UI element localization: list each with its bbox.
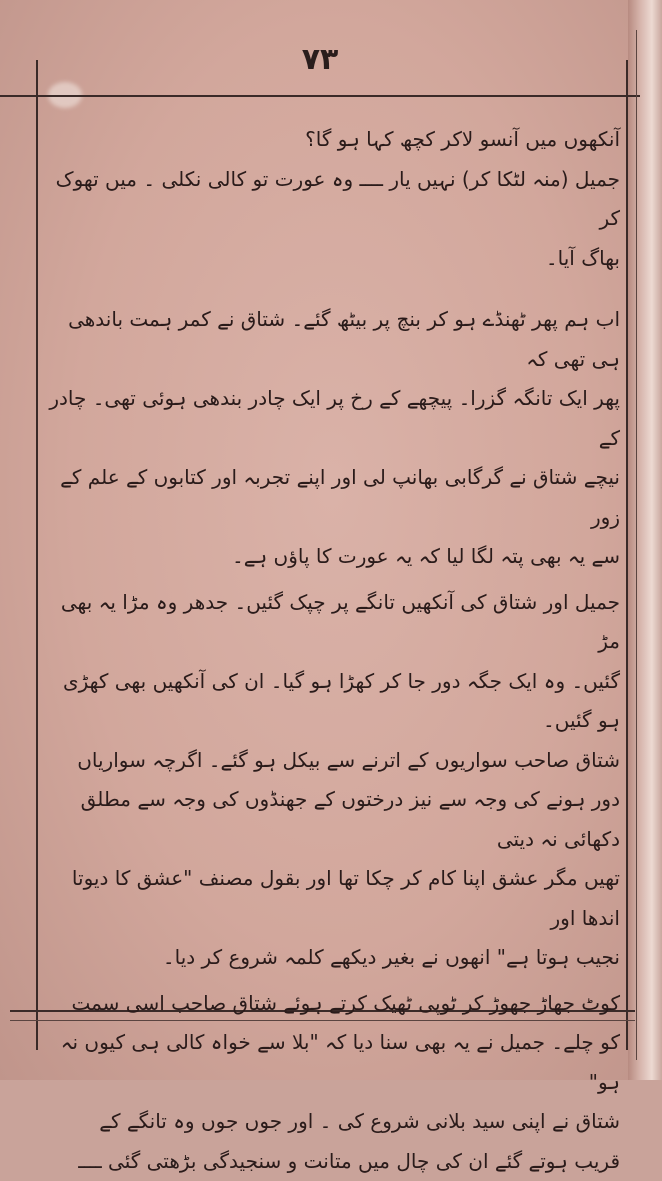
text-line: اب ہم پھر ٹھنڈے ہو کر بنچ پر بیٹھ گئے۔ شتاق نے کمر ہمت باندھی ہی تھی کہ — [46, 300, 620, 379]
text-line: سے یہ بھی پتہ لگا لیا کہ یہ عورت کا پاؤں ہے۔ — [46, 537, 620, 577]
text-line: نجیب ہوتا ہے" انھوں نے بغیر دیکھے کلمہ شروع کر دیا۔ — [46, 938, 620, 978]
text-line: شتاق صاحب سواریوں کے اترنے سے بیکل ہو گئے۔ اگرچہ سواریاں — [46, 741, 620, 781]
right-border-line — [626, 60, 628, 1050]
page-number: ۷۳ — [0, 42, 640, 77]
text-line: شتاق نے اپنی سید بلانی شروع کی ۔ اور جوں جوں وہ تانگے کے — [46, 1102, 620, 1142]
book-spine — [628, 0, 662, 1080]
text-line: قریب ہوتے گئے ان کی چال میں متانت و سنجیدگی بڑھتی گئی ــــ — [46, 1142, 620, 1181]
text-line: پھر ایک تانگہ گزرا۔ پیچھے کے رخ پر ایک چادر بندھی ہوئی تھی۔ چادر کے — [46, 379, 620, 458]
handwritten-text-block — [46, 120, 620, 1181]
top-border-line — [0, 95, 640, 97]
text-line: تھیں مگر عشق اپنا کام کر چکا تھا اور بقول مصنف "عشق کا دیوتا اندھا اور — [46, 859, 620, 938]
text-line: نیچے شتاق نے گرگابی بھانپ لی اور اپنے تجربہ اور کتابوں کے علم کے زور — [46, 458, 620, 537]
right-outer-line — [636, 30, 637, 1060]
text-line: آنکھوں میں آنسو لاکر کچھ کہا ہو گا؟ — [46, 120, 620, 160]
text-line: جمیل اور شتاق کی آنکھیں تانگے پر چپک گئیں۔ جدھر وہ مڑا یہ بھی مڑ — [46, 583, 620, 662]
text-line: کو چلے۔ جمیل نے یہ بھی سنا دیا کہ "بلا سے خواہ کالی ہی کیوں نہ ہو" — [46, 1023, 620, 1102]
text-line: جمیل (منہ لٹکا کر) نہیں یار ــــ وہ عورت تو کالی نکلی ۔ میں تھوک کر — [46, 160, 620, 239]
text-line: دور ہونے کی وجہ سے نیز درختوں کے جھنڈوں کی وجہ سے مطلق دکھائی نہ دیتی — [46, 780, 620, 859]
left-border-line — [36, 60, 38, 1050]
text-line: بھاگ آیا۔ — [46, 239, 620, 279]
text-line: گئیں۔ وہ ایک جگہ دور جا کر کھڑا ہو گیا۔ ان کی آنکھیں بھی کھڑی ہو گئیں۔ — [46, 662, 620, 741]
text-line: کوٹ جھاڑ جھوڑ کر ٹوپی ٹھیک کرتے ہوئے شتاق صاحب اسی سمت — [46, 984, 620, 1024]
